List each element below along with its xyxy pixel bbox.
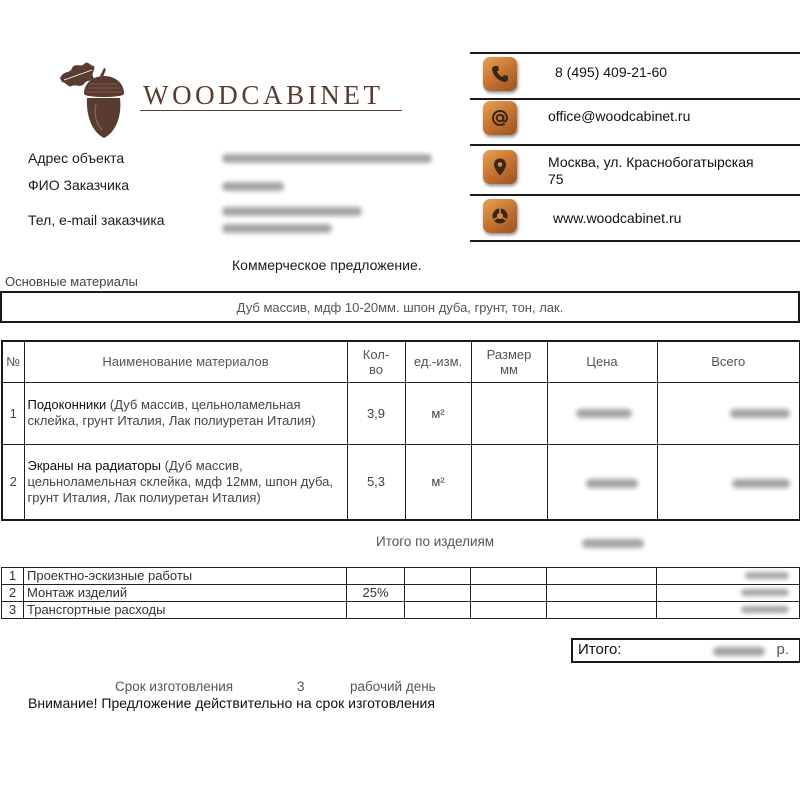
grand-total-redacted — [713, 647, 765, 656]
contact-address-row — [470, 144, 800, 196]
table-row — [2, 382, 800, 444]
grand-total-box — [571, 638, 800, 663]
row-qty: 3,9 — [347, 382, 405, 444]
row-name-rest: (Дуб массив, цельноламельная склейка, грунт Италия, Лак полиуретан Италия) — [27, 397, 316, 428]
materials-table — [1, 340, 800, 521]
extras-unit — [405, 602, 471, 619]
row-num: 1 — [2, 382, 24, 444]
row-unit: м² — [405, 444, 471, 520]
row-name-rest: (Дуб массив, цельноламельная склейка, мдф 12мм, шпон дуба, грунт Италия, Лак полиуретан Италия) — [27, 457, 333, 505]
contact-website-row — [470, 194, 800, 242]
customer-contact-label: Тел, e-mail заказчика — [28, 212, 165, 228]
contact-phone-row — [470, 52, 800, 100]
term-label: Срок изготовления — [115, 679, 234, 694]
row-size — [471, 382, 547, 444]
header-unit: ед.-изм. — [405, 341, 471, 382]
extras-price — [547, 568, 657, 585]
validity-warning: Внимание! Предложение действительно на срок изготовления — [28, 695, 435, 711]
extras-unit — [405, 585, 471, 602]
extras-total-redacted — [741, 606, 789, 613]
row-qty: 5,3 — [347, 444, 405, 520]
extras-row — [2, 602, 800, 619]
customer-name-label: ФИО Заказчика — [28, 177, 130, 193]
header-num: № — [2, 341, 24, 382]
contact-address-line1: Москва, ул. Краснобогатырская — [548, 154, 754, 170]
extras-price — [547, 585, 657, 602]
row-unit: м² — [405, 382, 471, 444]
extras-total — [657, 585, 800, 602]
total-redacted — [730, 409, 790, 418]
address-value-redacted — [222, 154, 432, 163]
row-price — [547, 382, 657, 444]
extras-num: 3 — [2, 602, 24, 619]
row-name-bold: Подоконники — [27, 397, 107, 412]
header-qty-line1: Кол- — [362, 346, 390, 362]
price-redacted — [586, 479, 638, 488]
extras-name: Трансгортные расходы — [24, 602, 347, 619]
header-name: Наименование материалов — [24, 341, 347, 382]
header-size — [471, 341, 547, 382]
customer-email-redacted — [222, 224, 332, 233]
header-size-line2: мм — [500, 361, 518, 377]
extras-table — [1, 567, 800, 619]
extras-total-redacted — [741, 589, 789, 596]
contact-address-line2: 75 — [548, 171, 564, 187]
contact-phone[interactable]: 8 (495) 409-21-60 — [555, 64, 668, 80]
basic-materials-box — [0, 291, 800, 323]
extras-total — [657, 602, 800, 619]
extras-size — [471, 602, 547, 619]
contact-website[interactable]: www.woodcabinet.ru — [553, 210, 682, 226]
row-name — [24, 444, 347, 520]
term-value: 3 — [297, 679, 305, 694]
globe-icon — [483, 199, 517, 233]
extras-total — [657, 568, 800, 585]
row-price — [547, 444, 657, 520]
price-redacted — [576, 409, 632, 418]
row-total — [657, 382, 800, 444]
extras-size — [471, 568, 547, 585]
header-qty — [347, 341, 405, 382]
offer-title: Коммерческое предложение. — [232, 257, 422, 273]
subtotal-redacted — [582, 539, 644, 548]
basic-materials-text: Дуб массив, мдф 10-20мм. шпон дуба, грунт, тон, лак. — [236, 299, 564, 315]
header-size-line1: Размер — [486, 346, 532, 362]
logo-underline — [140, 110, 402, 111]
extras-price — [547, 602, 657, 619]
header-total: Всего — [657, 341, 800, 382]
extras-qty: 25% — [347, 585, 405, 602]
header-price: Цена — [547, 341, 657, 382]
extras-num: 1 — [2, 568, 24, 585]
basic-materials-label: Основные материалы — [5, 274, 138, 289]
total-redacted — [732, 479, 790, 488]
acorn-logo-icon — [56, 58, 136, 140]
extras-unit — [405, 568, 471, 585]
row-total — [657, 444, 800, 520]
row-size — [471, 444, 547, 520]
extras-name: Проектно-эскизные работы — [24, 568, 347, 585]
row-num: 2 — [2, 444, 24, 520]
row-name — [24, 382, 347, 444]
table-header-row — [2, 341, 800, 382]
brand-logo-text: WOODCABINET — [143, 80, 384, 110]
row-name-bold: Экраны на радиаторы — [27, 457, 162, 473]
contact-email-row — [470, 98, 800, 146]
extras-size — [471, 585, 547, 602]
extras-row — [2, 585, 800, 602]
table-row — [2, 444, 800, 520]
phone-icon — [483, 57, 517, 91]
address-label: Адрес объекта — [28, 150, 125, 166]
customer-name-redacted — [222, 182, 284, 191]
contact-email[interactable]: office@woodcabinet.ru — [548, 108, 691, 124]
grand-total-currency: р. — [776, 641, 789, 658]
header-qty-line2: во — [369, 361, 383, 377]
term-unit: рабочий день — [350, 679, 436, 694]
map-pin-icon — [483, 150, 517, 184]
at-icon — [483, 101, 517, 135]
customer-phone-redacted — [222, 207, 362, 216]
extras-total-redacted — [745, 572, 789, 579]
grand-total-label: Итого: — [578, 641, 622, 658]
subtotal-label: Итого по изделиям — [376, 534, 495, 549]
extras-name: Монтаж изделий — [24, 585, 347, 602]
extras-num: 2 — [2, 585, 24, 602]
extras-qty — [347, 602, 405, 619]
extras-row — [2, 568, 800, 585]
extras-qty — [347, 568, 405, 585]
